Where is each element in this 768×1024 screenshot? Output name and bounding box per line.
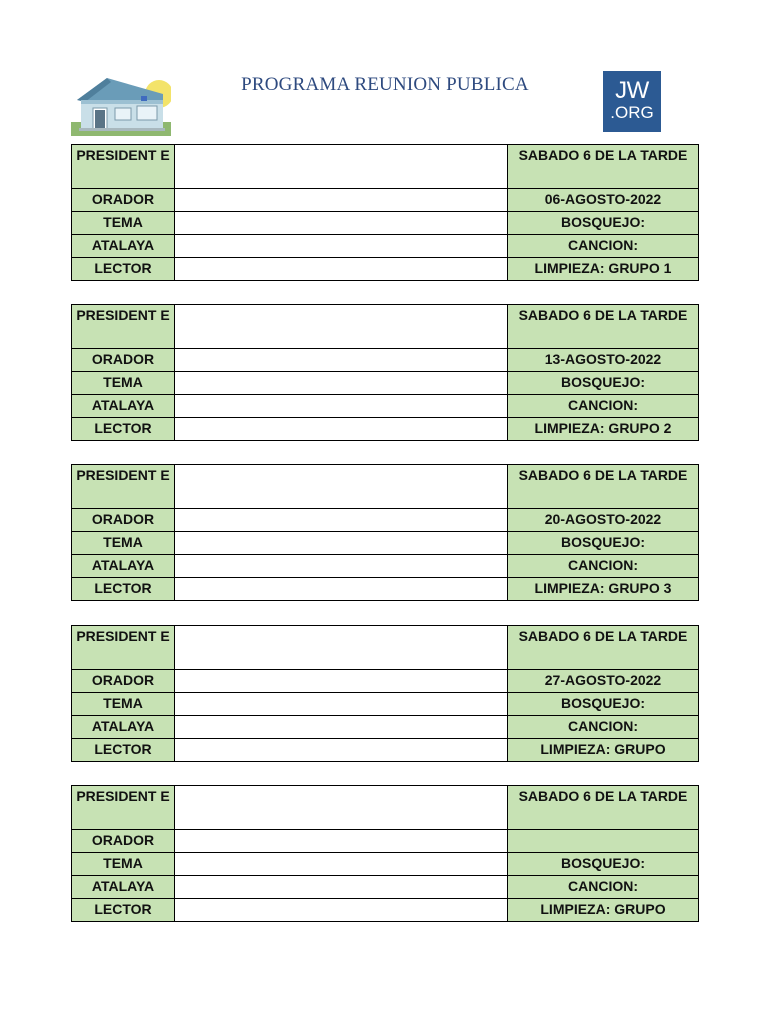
info-day: SABADO 6 DE LA TARDE — [508, 626, 699, 670]
value-cell — [175, 189, 508, 212]
info-cancion: CANCION: — [508, 235, 699, 258]
label-presidente: PRESIDENT E — [72, 305, 175, 349]
value-cell — [175, 305, 508, 349]
value-cell — [175, 786, 508, 830]
value-cell — [175, 532, 508, 555]
value-cell — [175, 465, 508, 509]
info-date — [508, 830, 699, 853]
info-cancion: CANCION: — [508, 395, 699, 418]
week-table-4 — [71, 625, 699, 762]
label-presidente: PRESIDENT E — [72, 465, 175, 509]
value-cell — [175, 372, 508, 395]
info-date: 27-AGOSTO-2022 — [508, 670, 699, 693]
value-cell — [175, 349, 508, 372]
value-cell — [175, 555, 508, 578]
info-limpieza: LIMPIEZA: GRUPO 1 — [508, 258, 699, 281]
label-orador: ORADOR — [72, 670, 175, 693]
house-icon — [71, 72, 171, 136]
label-presidente: PRESIDENT E — [72, 626, 175, 670]
value-cell — [175, 418, 508, 441]
value-cell — [175, 899, 508, 922]
info-date: 06-AGOSTO-2022 — [508, 189, 699, 212]
logo-line-2: .ORG — [610, 103, 654, 122]
value-cell — [175, 626, 508, 670]
jw-org-logo — [603, 71, 661, 132]
page-title: PROGRAMA REUNION PUBLICA — [241, 74, 529, 95]
label-lector: LECTOR — [72, 418, 175, 441]
value-cell — [175, 876, 508, 899]
value-cell — [175, 145, 508, 189]
week-table-2 — [71, 304, 699, 441]
label-orador: ORADOR — [72, 830, 175, 853]
info-date: 20-AGOSTO-2022 — [508, 509, 699, 532]
info-cancion: CANCION: — [508, 716, 699, 739]
info-bosquejo: BOSQUEJO: — [508, 853, 699, 876]
info-limpieza: LIMPIEZA: GRUPO — [508, 739, 699, 762]
info-bosquejo: BOSQUEJO: — [508, 212, 699, 235]
value-cell — [175, 853, 508, 876]
value-cell — [175, 395, 508, 418]
info-limpieza: LIMPIEZA: GRUPO — [508, 899, 699, 922]
info-limpieza: LIMPIEZA: GRUPO 2 — [508, 418, 699, 441]
value-cell — [175, 716, 508, 739]
week-table-5 — [71, 785, 699, 922]
week-table-3 — [71, 464, 699, 601]
label-atalaya: ATALAYA — [72, 876, 175, 899]
value-cell — [175, 258, 508, 281]
value-cell — [175, 578, 508, 601]
label-orador: ORADOR — [72, 349, 175, 372]
label-lector: LECTOR — [72, 739, 175, 762]
value-cell — [175, 693, 508, 716]
label-lector: LECTOR — [72, 578, 175, 601]
label-presidente: PRESIDENT E — [72, 145, 175, 189]
info-day: SABADO 6 DE LA TARDE — [508, 305, 699, 349]
info-date: 13-AGOSTO-2022 — [508, 349, 699, 372]
value-cell — [175, 235, 508, 258]
value-cell — [175, 739, 508, 762]
label-tema: TEMA — [72, 372, 175, 395]
label-tema: TEMA — [72, 532, 175, 555]
info-day: SABADO 6 DE LA TARDE — [508, 786, 699, 830]
label-lector: LECTOR — [72, 258, 175, 281]
value-cell — [175, 212, 508, 235]
label-atalaya: ATALAYA — [72, 235, 175, 258]
label-atalaya: ATALAYA — [72, 716, 175, 739]
value-cell — [175, 509, 508, 532]
label-atalaya: ATALAYA — [72, 555, 175, 578]
info-day: SABADO 6 DE LA TARDE — [508, 465, 699, 509]
label-presidente: PRESIDENT E — [72, 786, 175, 830]
value-cell — [175, 670, 508, 693]
label-tema: TEMA — [72, 212, 175, 235]
info-cancion: CANCION: — [508, 876, 699, 899]
label-lector: LECTOR — [72, 899, 175, 922]
info-limpieza: LIMPIEZA: GRUPO 3 — [508, 578, 699, 601]
label-tema: TEMA — [72, 693, 175, 716]
label-orador: ORADOR — [72, 189, 175, 212]
info-bosquejo: BOSQUEJO: — [508, 693, 699, 716]
info-day: SABADO 6 DE LA TARDE — [508, 145, 699, 189]
value-cell — [175, 830, 508, 853]
info-bosquejo: BOSQUEJO: — [508, 532, 699, 555]
logo-line-1: JW — [615, 77, 649, 104]
label-orador: ORADOR — [72, 509, 175, 532]
week-table-1 — [71, 144, 699, 281]
label-atalaya: ATALAYA — [72, 395, 175, 418]
info-cancion: CANCION: — [508, 555, 699, 578]
label-tema: TEMA — [72, 853, 175, 876]
info-bosquejo: BOSQUEJO: — [508, 372, 699, 395]
